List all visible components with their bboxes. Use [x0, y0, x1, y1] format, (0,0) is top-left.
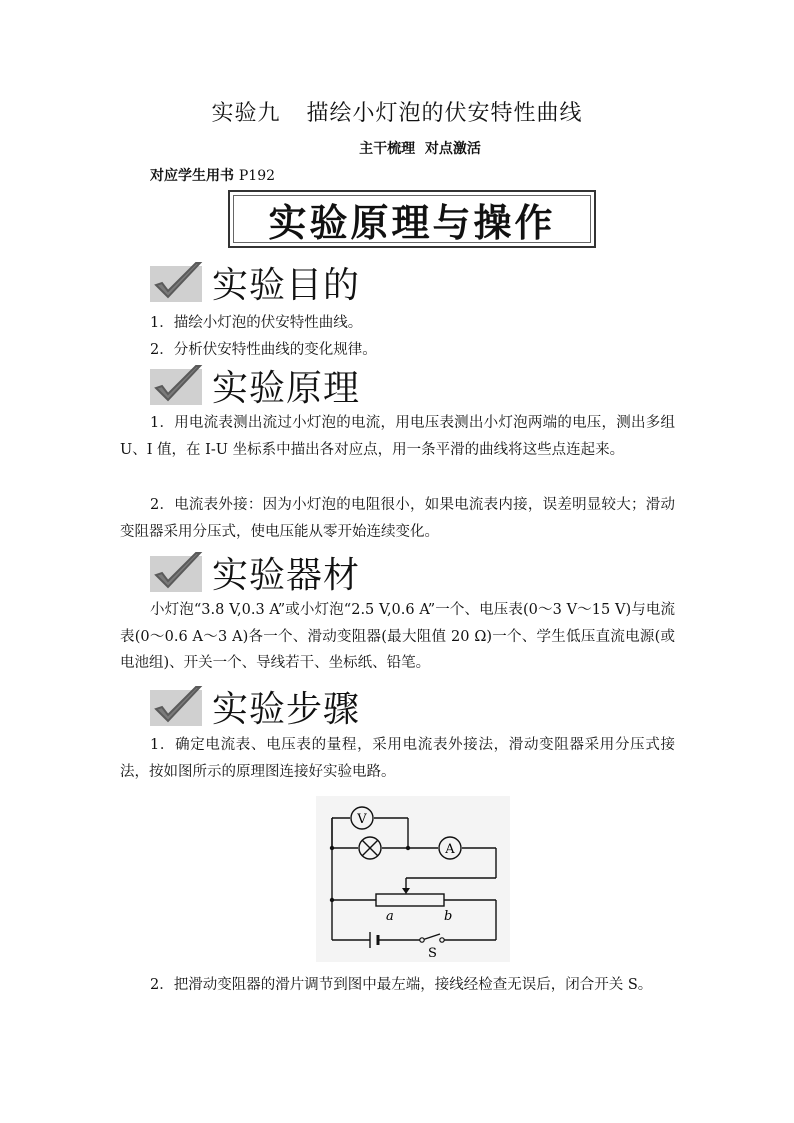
purpose-item-2: 2．分析伏安特性曲线的变化规律。: [150, 342, 377, 358]
checkmark-icon: [150, 551, 204, 593]
banner-title: 实验原理与操作: [233, 195, 591, 243]
section-title-equipment: 实验器材: [212, 554, 361, 596]
section-title-steps: 实验步骤: [212, 688, 361, 730]
book-reference-page: P192: [238, 168, 276, 184]
switch-symbol: [420, 938, 424, 942]
checkmark-icon: [150, 364, 204, 406]
ammeter-label: A: [445, 842, 455, 857]
checkmark-icon: [150, 261, 204, 303]
circuit-diagram: [316, 796, 510, 962]
book-reference-label: 对应学生用书: [150, 168, 234, 184]
section-header-principle: [150, 362, 360, 408]
banner-box: [228, 190, 596, 248]
subtitle: 主干梳理 对点激活: [359, 141, 481, 157]
equipment-paragraph: 小灯泡“3.8 V,0.3 A”或小灯泡“2.5 V,0.6 A”一个、电压表(0～3 V～15 V)与电流表(0～0.6 A～3 A)各一个、滑动变阻器(最大阻值 20 Ω)一个、学生低压直流电源(或电池组)、开关一个、导线若干、坐标纸、铅笔。: [120, 602, 675, 671]
section-title-principle: 实验原理: [212, 367, 361, 409]
section-header-equipment: [150, 549, 360, 595]
rheostat-symbol: [376, 894, 444, 906]
book-reference: [150, 165, 275, 185]
title-number: 实验九: [211, 101, 281, 126]
section-header-purpose: [150, 259, 360, 305]
steps-paragraph-1: 1．确定电流表、电压表的量程，采用电流表外接法，滑动变阻器采用分压式接法，按如图所示的原理图连接好实验电路。: [120, 737, 675, 780]
title-text: 描绘小灯泡的伏安特性曲线: [306, 101, 583, 126]
voltmeter-label: V: [357, 812, 367, 827]
page-title: [0, 96, 794, 127]
section-title-purpose: 实验目的: [212, 264, 361, 306]
purpose-item-1: 1．描绘小灯泡的伏安特性曲线。: [150, 315, 363, 331]
principle-paragraph-1: 1．用电流表测出流过小灯泡的电流，用电压表测出小灯泡两端的电压，测出多组 U、I 值，在 I-U 坐标系中描出各对应点，用一条平滑的曲线将这些点连起来。: [120, 415, 675, 458]
rheostat-label-a: a: [386, 909, 394, 924]
section-header-steps: [150, 683, 360, 729]
rheostat-label-b: b: [444, 909, 453, 924]
steps-paragraph-2: 2．把滑动变阻器的滑片调节到图中最左端，接线经检查无误后，闭合开关 S。: [150, 977, 653, 993]
checkmark-icon: [150, 685, 204, 727]
switch-label: S: [428, 946, 437, 961]
principle-paragraph-2: 2．电流表外接：因为小灯泡的电阻很小，如果电流表内接，误差明显较大；滑动变阻器采用分压式，使电压能从零开始连续变化。: [120, 497, 675, 540]
